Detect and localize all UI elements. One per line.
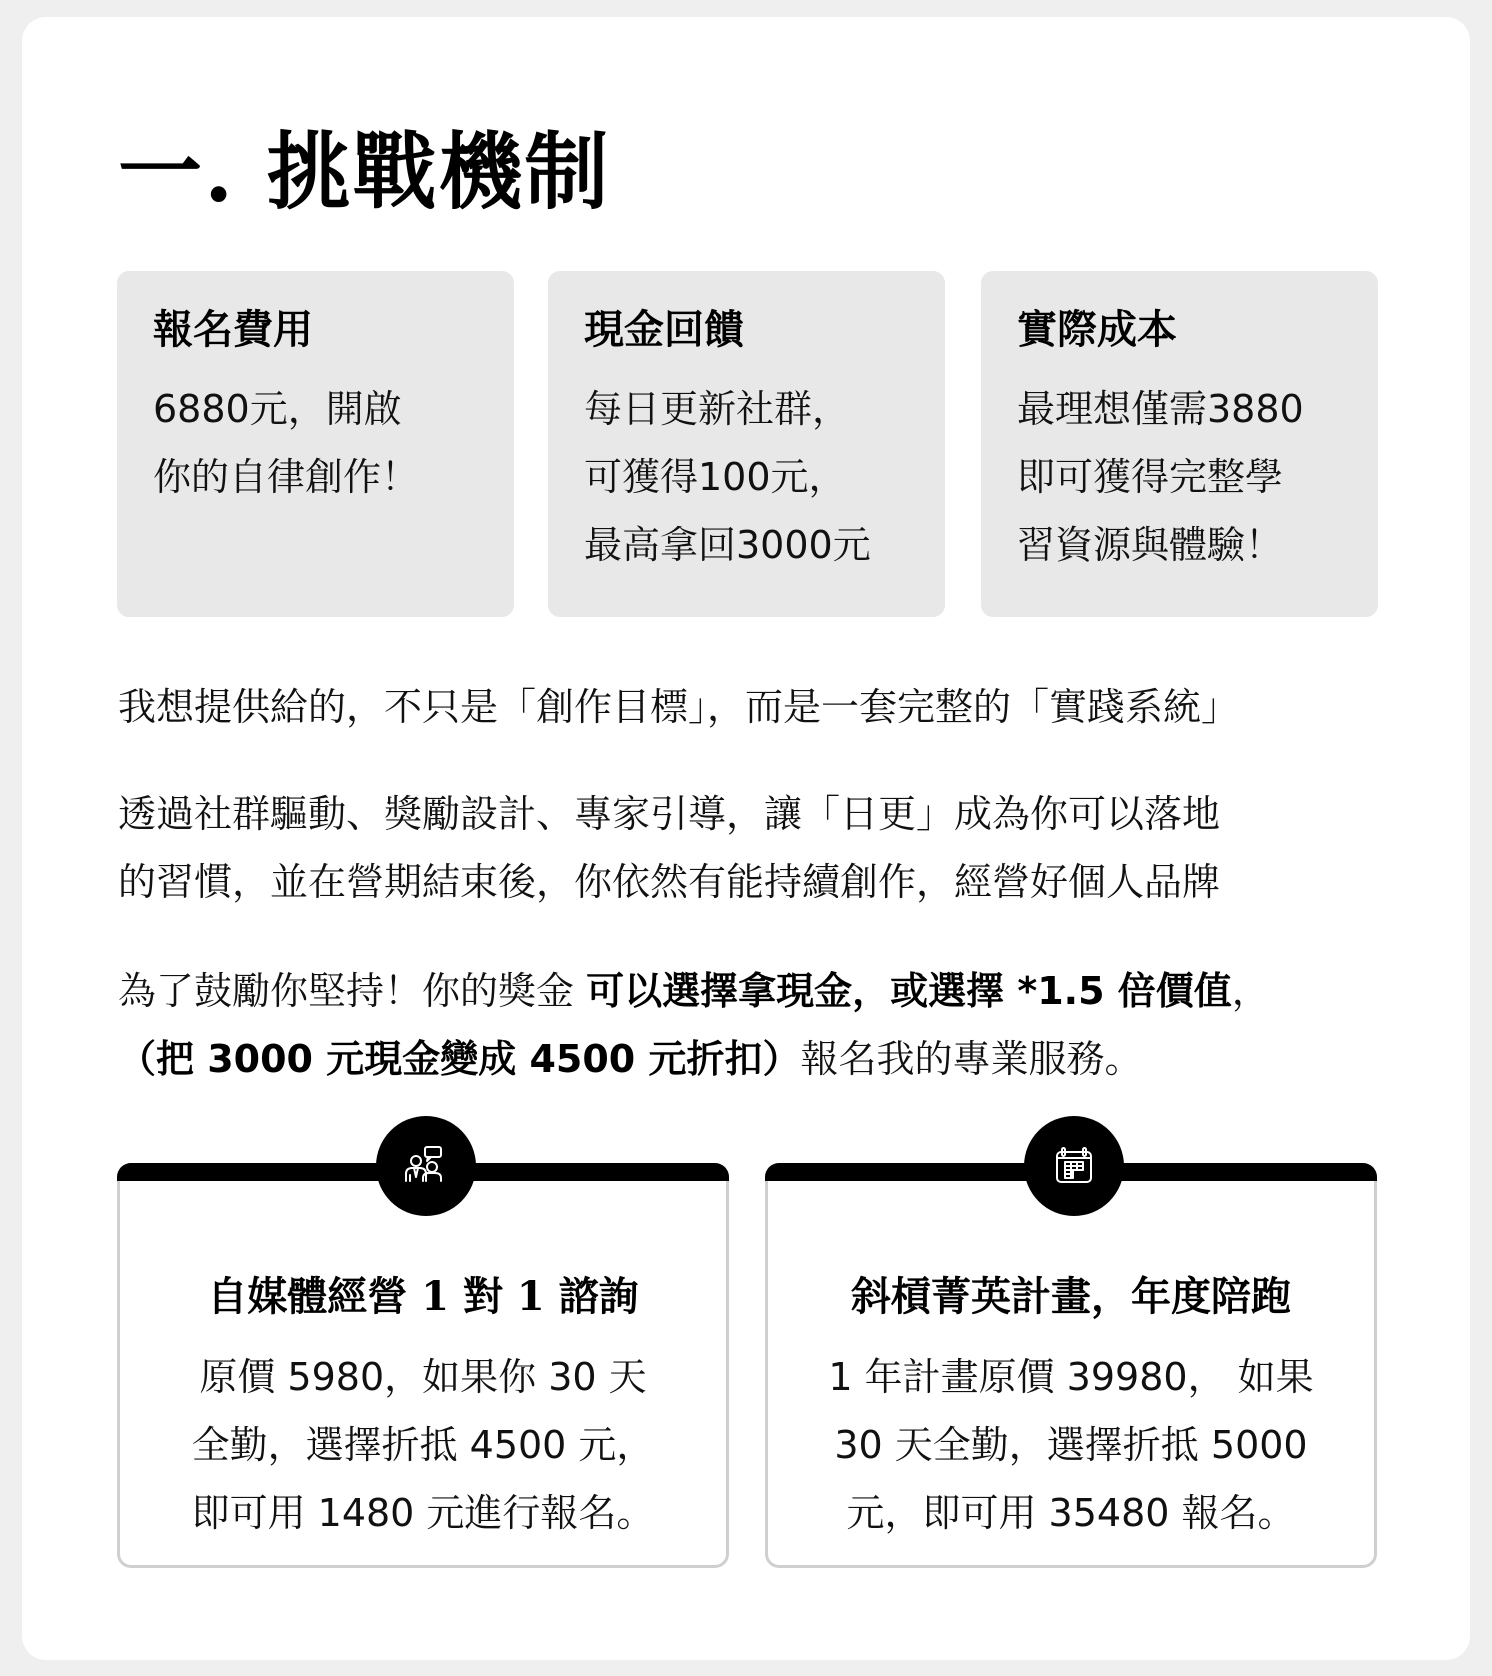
intro-paragraph: 我想提供給的，不只是「創作目標」，而是一套完整的「實踐系統」 bbox=[118, 685, 1240, 729]
offer-line: 即可用 1480 元進行報名。 bbox=[191, 1491, 655, 1535]
offer-line: 全勤，選擇折抵 4500 元， bbox=[191, 1423, 655, 1467]
reward-paragraph bbox=[118, 957, 1270, 1093]
info-box-line: 最高拿回3000元 bbox=[584, 523, 871, 567]
info-box-heading: 實際成本 bbox=[1017, 306, 1177, 353]
paragraph-line: 的習慣，並在營期結束後，你依然有能持續創作，經營好個人品牌 bbox=[118, 860, 1221, 904]
offer-card-consultation bbox=[117, 1163, 729, 1568]
info-box-line: 可獲得100元， bbox=[584, 455, 847, 499]
reward-text: 為了鼓勵你堅持！你的獎金 bbox=[118, 969, 587, 1013]
offer-description bbox=[768, 1343, 1374, 1547]
info-box-line: 你的自律創作！ bbox=[153, 455, 420, 499]
offer-line: 元，即可用 35480 報名。 bbox=[846, 1491, 1296, 1535]
offer-line: 原價 5980，如果你 30 天 bbox=[199, 1355, 647, 1399]
offer-title: 自媒體經營 1 對 1 諮詢 bbox=[207, 1273, 639, 1320]
offer-title: 斜槓菁英計畫，年度陪跑 bbox=[851, 1273, 1291, 1320]
info-box-line: 即可獲得完整學 bbox=[1017, 455, 1284, 499]
section-title: 一. 挑戰機制 bbox=[118, 122, 611, 221]
info-box-heading: 報名費用 bbox=[153, 306, 313, 353]
reward-text: ， bbox=[1231, 969, 1270, 1013]
reward-text: 報名我的專業服務。 bbox=[800, 1037, 1143, 1081]
reward-highlight: （把 3000 元現金變成 4500 元折扣） bbox=[118, 1037, 801, 1081]
info-box-line: 最理想僅需3880 bbox=[1017, 387, 1304, 431]
info-box-heading: 現金回饋 bbox=[584, 306, 744, 353]
system-paragraph bbox=[118, 780, 1220, 916]
offer-line: 30 天全勤，選擇折抵 5000 bbox=[834, 1423, 1308, 1467]
reward-highlight: 可以選擇拿現金，或選擇 *1.5 倍價值 bbox=[586, 969, 1232, 1013]
info-box-line: 6880元，開啟 bbox=[153, 387, 402, 431]
offer-description bbox=[120, 1343, 726, 1547]
info-box-actual-cost bbox=[981, 271, 1378, 617]
info-box-registration-fee bbox=[117, 271, 514, 617]
consultation-people-chat-icon bbox=[376, 1116, 476, 1216]
offer-line: 1 年計畫原價 39980， 如果 bbox=[828, 1355, 1314, 1399]
info-box-cash-back bbox=[548, 271, 945, 617]
info-box-line: 習資源與體驗！ bbox=[1017, 523, 1284, 567]
content-sheet bbox=[22, 17, 1470, 1660]
info-box-row bbox=[117, 271, 1376, 617]
paragraph-line: 透過社群驅動、獎勵設計、專家引導，讓「日更」成為你可以落地 bbox=[118, 792, 1221, 836]
offer-card-annual-program bbox=[765, 1163, 1377, 1568]
info-box-line: 每日更新社群， bbox=[584, 387, 851, 431]
calendar-icon bbox=[1024, 1116, 1124, 1216]
